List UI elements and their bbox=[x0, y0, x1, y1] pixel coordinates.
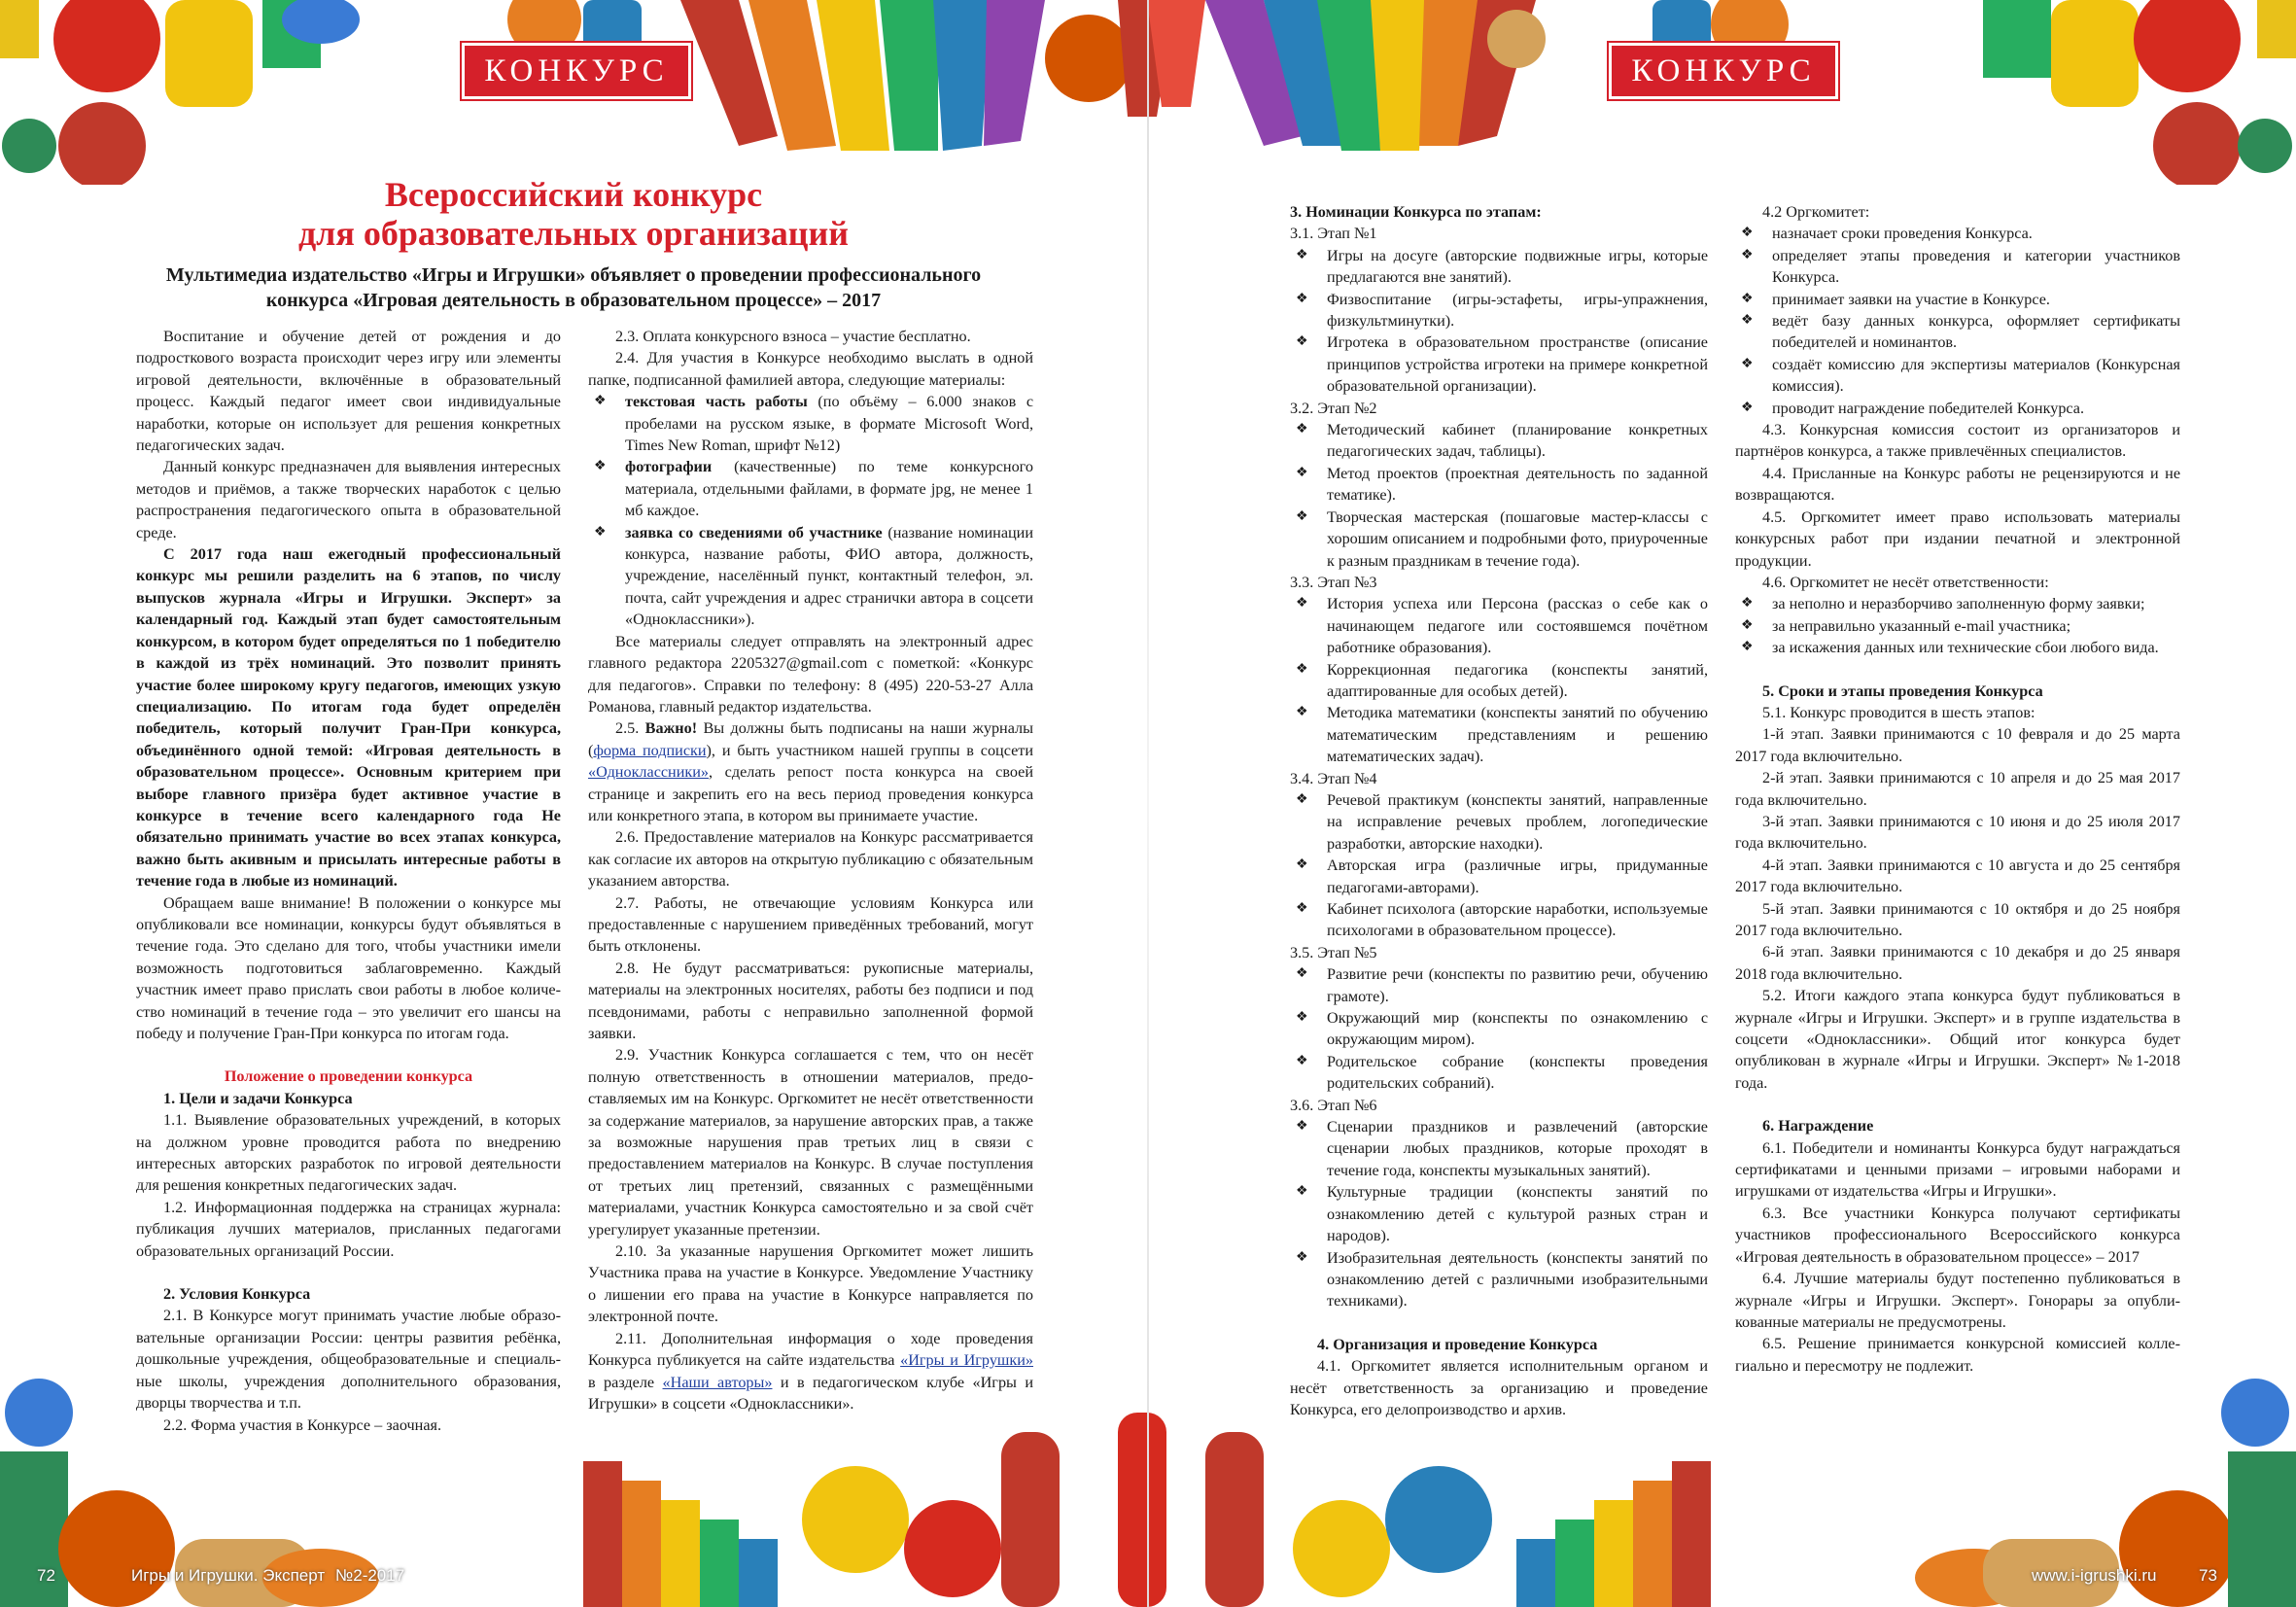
paragraph: 4.4. Присланные на Конкурс работы не рецензируются и не возвращаются. bbox=[1735, 464, 2180, 505]
list-item: ❖ принимает заявки на участие в Конкурсе. bbox=[1735, 289, 2180, 310]
column-1 bbox=[136, 326, 561, 1436]
section-heading: 3. Номинации Конкурса по этапам: bbox=[1290, 203, 1542, 221]
stage-heading: 3.5. Этап №5 bbox=[1290, 943, 1377, 961]
orgcommittee-list bbox=[1735, 223, 2180, 419]
page-number-right: 73 bbox=[2199, 1566, 2217, 1585]
paragraph: 2.7. Работы, не отвечающие условиям Конкурса или предоставленные с нарушением приведённых требований, могут быть отклонены. bbox=[588, 893, 1033, 956]
stage-6-list bbox=[1290, 1116, 1708, 1312]
section-heading: 5. Сроки и этапы проведения Конкурса bbox=[1762, 681, 2043, 700]
paragraph: 6.4. Лучшие материалы будут постепенно публиковаться в журнале «Игры и Игрушки. Эксперт». Гонорары за опубликованные материалы не предусмотрены. bbox=[1735, 1270, 2180, 1331]
section-heading: 6. Награждение bbox=[1762, 1117, 1874, 1135]
list-item: ❖ создаёт комиссию для экспертизы материалов (Конкурсная комиссия). bbox=[1735, 354, 2180, 398]
list-item: ❖ Сценарии праздников и развлечений (авторские сценарии любых праздников, которые проходят в течение года, конспекты музыкальных занятий). bbox=[1290, 1116, 1708, 1181]
list-item: ❖ текстовая часть работы (по объёму – 6.000 знаков с пробелами на русском языке, в формате Microsoft Word, Times New Roman, шрифт №12) bbox=[588, 391, 1033, 456]
paragraph: 2.6. Предоставление материалов на Конкурс рассматривается как согласие их авторов на открытую публикацию с обязательным указанием авторства. bbox=[588, 828, 1033, 891]
column-3 bbox=[1290, 201, 1708, 1420]
list-item: ❖ Авторская игра (различные игры, придуманные педагогами-авторами). bbox=[1290, 855, 1708, 898]
section-label-left: КОНКУРС bbox=[465, 46, 688, 96]
list-item: ❖ Изобразительная деятельность (конспекты занятий по ознакомлению детей с различными изобразительными техниками). bbox=[1290, 1247, 1708, 1312]
section-heading: 4. Организация и проведение Конкурса bbox=[1317, 1335, 1598, 1353]
list-item: ❖ Родительское собрание (конспекты проведения родительских собраний). bbox=[1290, 1051, 1708, 1095]
list-item: ❖ Развитие речи (конспекты по развитию речи, обучению грамоте). bbox=[1290, 963, 1708, 1007]
list-item: ❖ Игротека в образовательном пространстве (описание принципов устройства игротеки на примере конкретной образовательной организации). bbox=[1290, 332, 1708, 397]
footer-website[interactable]: www.i-igrushki.ru bbox=[2032, 1566, 2157, 1585]
stage-heading: 3.1. Этап №1 bbox=[1290, 225, 1377, 243]
paragraph: 4.5. Оргкомитет имеет право использовать материалы конкурсных работ при издании печатной и электронной продукции. bbox=[1735, 507, 2180, 570]
paragraph: 4.6. Оргкомитет не несёт ответственности: bbox=[1762, 573, 2049, 591]
stage-4-list bbox=[1290, 789, 1708, 942]
list-item: ❖ за неправильно указанный e-mail участника; bbox=[1735, 615, 2180, 637]
stage-3-list bbox=[1290, 593, 1708, 767]
intro-bold-paragraph: С 2017 года наш ежегодный профессиональный конкурс мы решили разделить на 6 этапов, по числу выпусков журнала «Игры и Игрушки. Эксперт» за календарный год. Каждый этап будет самостоятельным конкурсом, в котором будет определяться по 1 победителю в каждой из трёх номинаций. Это позволит принять участие более широкому кругу педагогов, имеющих узкую специализацию. По итогам года будет определён победитель, который получит Гран-При конкурса, объединённого одной темой: «Игровая деятельность в образовательном процессе». Основным критерием при выборе главного призёра будет активное участие в конкурсе в течение всего календарного года Не обязательно принимать участие во всех этапах конкурса, важно быть акивным и присылать интересные работы в течение года в любые из номинаций. bbox=[136, 545, 561, 891]
article-title bbox=[224, 175, 923, 253]
paragraph: 2.9. Участник Конкурса соглашается с тем, что он несёт полную ответственность в отношении материалов, предоставляемых им на Конкурс. Оргкомитет не несёт ответственности за содержание материалов, за нарушение авторских прав, а также за возможные нарушения прав третьих лиц в связи с предоставлением материалов на Конкурс. В случае поступления от третьих лиц претензий, связанных с размещёнными материалами, участник Конкурса самостоятельно и за свой счёт урегулирует указанные претензии. bbox=[588, 1046, 1033, 1239]
paragraph: 4.1. Оргкомитет является исполнительным органом и несёт ответственность за организацию и проведение Конкурса, его делопроизводство и архив. bbox=[1290, 1357, 1708, 1418]
list-item: ❖ История успеха или Персона (рассказ о себе как о начинающем педагоге или состоявшемся почётном работнике образования). bbox=[1290, 593, 1708, 658]
column-2 bbox=[588, 326, 1033, 1415]
list-item: ❖ фотографии (качественные) по теме конкурсного материала, отдельными файлами, в формате jpg, не менее 1 мб каждое. bbox=[588, 456, 1033, 521]
footer-issue: №2-2017 bbox=[335, 1566, 405, 1585]
list-item: ❖ Культурные традиции (конспекты занятий по ознакомлению детей с культурой разных стран и народов). bbox=[1290, 1181, 1708, 1246]
section-label-right: КОНКУРС bbox=[1612, 46, 1835, 96]
paragraph: 1.2. Информационная поддержка на страницах журнала: публикация лучших материалов, присланных педагогами образовательных организаций России. bbox=[136, 1198, 561, 1260]
list-item: ❖ Методика математики (конспекты занятий по обучению математическим представлениям и решению математических задач). bbox=[1290, 702, 1708, 767]
article-subtitle: Мультимедиа издательство «Игры и Игрушки» объявляет о проведении профессионального конкурса «Игровая деятельность в образовательном процессе» – 2017 bbox=[165, 264, 982, 311]
paragraph: 2.5. Важно! Вы должны быть подписаны на наши журналы (форма подписки), и быть участником нашей группы в соцсети «Одноклассники», сделать репост поста конкурса на своей странице и закрепить его на весь период проведения конкурса или конкретного этапа, в котором вы принимаете участие. bbox=[588, 719, 1034, 824]
paragraph: 2.2. Форма участия в Конкурсе – заочная. bbox=[163, 1415, 442, 1434]
stage-heading: 3.4. Этап №4 bbox=[1290, 769, 1377, 787]
stage-1-list bbox=[1290, 245, 1708, 398]
paragraph: 6.3. Все участники Конкурса получают сертификаты участников профессионального Всероссийского конкурса «Игровая деятельность в образовательном процессе» – 2017 bbox=[1735, 1204, 2180, 1266]
intro-paragraph: Обращаем ваше внимание! В положении о конкурсе мы опубликовали все номинации, конкурсы будут объявляться в течение года. Это сделано для того, чтобы участники имели возможность подготовиться заблаговременно. Каждый участник имеет право прислать свои работы в любое количество номинаций в течение года – это увеличит его шансы на победу и получение Гран-При конкурса по итогам года. bbox=[136, 893, 561, 1042]
list-item: ❖ Метод проектов (проектная деятельность по заданной тематике). bbox=[1290, 463, 1708, 507]
paragraph: 5.2. Итоги каждого этапа конкурса будут публиковаться в журнале «Игры и Игрушки. Эксперт» и в группе издательства в соцсети «Одноклассники». Общий итог конкурса будет опубликован в журнале «Игры и Игрушки. Эксперт» №1-2018 года. bbox=[1735, 987, 2180, 1092]
liability-list bbox=[1735, 593, 2180, 658]
list-item: ❖ Игры на досуге (авторские подвижные игры, которые предлагаются вне занятий). bbox=[1290, 245, 1708, 289]
list-item: ❖ Творческая мастерская (пошаговые мастер-классы с хорошим описанием и подробными фото, приуроченные к разным праздникам в течение года). bbox=[1290, 507, 1708, 572]
paragraph: 4-й этап. Заявки принимаются с 10 августа и до 25 сентября 2017 года включительно. bbox=[1735, 856, 2180, 896]
paragraph: 1-й этап. Заявки принимаются с 10 февраля и до 25 марта 2017 года включительно. bbox=[1735, 725, 2180, 765]
page-number-left: 72 bbox=[37, 1566, 55, 1585]
odnoklassniki-link[interactable]: «Одноклассники» bbox=[588, 763, 710, 782]
paragraph: 2-й этап. Заявки принимаются с 10 апреля и до 25 мая 2017 года включительно. bbox=[1735, 769, 2180, 809]
list-item: ❖ Кабинет психолога (авторские наработки, используемые психологами в образовательном процессе). bbox=[1290, 898, 1708, 942]
paragraph: 6.1. Победители и номинанты Конкурса будут награждаться сертификатами и ценными призами – игровыми наборами и игрушками от издательства «Игры и Игрушки». bbox=[1735, 1138, 2180, 1201]
paragraph: 4.2 Оргкомитет: bbox=[1762, 203, 1870, 221]
list-item: ❖ проводит награждение победителей Конкурса. bbox=[1735, 398, 2180, 419]
our-authors-link[interactable]: «Наши авторы» bbox=[662, 1373, 773, 1391]
list-item: ❖ Окружающий мир (конспекты по ознакомлению с окружающим миром). bbox=[1290, 1007, 1708, 1051]
paragraph: 1.1. Выявление образовательных учреждений, в которых на должном уровне проводится работа по внедрению интересных авторских разработок по игровой деятельности для решения конкретных педагогических задач. bbox=[136, 1111, 561, 1195]
page-gutter bbox=[1147, 0, 1149, 1607]
intro-paragraph: Воспитание и обучение детей от рождения и до подросткового возраста происходит через игру или элементы игровой деятельности, включённые в образовательный процесс. Каждый педагог имеет свои индивидуальные наработки, которые он использует для решения конкретных педагогических задач. bbox=[136, 328, 561, 455]
intro-paragraph: Данный конкурс предназначен для выявления интересных методов и приёмов, а также творческих наработок с целью распространения педагогического опыта в образовательной среде. bbox=[136, 458, 561, 541]
paragraph: 5.1. Конкурс проводится в шесть этапов: bbox=[1762, 703, 2035, 721]
stage-heading: 3.6. Этап №6 bbox=[1290, 1096, 1377, 1114]
section-heading: 1. Цели и задачи Конкурса bbox=[163, 1089, 353, 1107]
section-heading: 2. Условия Конкурса bbox=[163, 1285, 311, 1304]
materials-list bbox=[588, 391, 1033, 630]
footer-magazine-name: Игры и Игрушки. Эксперт bbox=[131, 1566, 326, 1585]
paragraph: 2.4. Для участия в Конкурсе необходимо выслать в одной папке, подписанной фамилией автора, следующие материалы: bbox=[588, 349, 1033, 389]
paragraph: Все материалы следует отправлять на электронный адрес главного редактора 2205327@gmail.com с пометкой: «Конкурс для педагогов». Справки по телефону: 8 (495) 220-53-27 Алла Романова, главный редактор издательства. bbox=[588, 632, 1033, 716]
paragraph: 5-й этап. Заявки принимаются с 10 октября и до 25 ноября 2017 года включительно. bbox=[1735, 899, 2180, 939]
subscription-form-link[interactable]: форма подписки bbox=[593, 741, 707, 759]
column-4 bbox=[1735, 201, 2180, 1377]
paragraph: 3-й этап. Заявки принимаются с 10 июня и до 25 июля 2017 года включительно. bbox=[1735, 812, 2180, 853]
list-item: ❖ за искажения данных или технические сбои любого вида. bbox=[1735, 637, 2180, 658]
list-item: ❖ назначает сроки проведения Конкурса. bbox=[1735, 223, 2180, 244]
list-item: ❖ Физвоспитание (игры-эстафеты, игры-упражнения, физкультминутки). bbox=[1290, 289, 1708, 332]
publisher-site-link[interactable]: «Игры и Игрушки» bbox=[900, 1351, 1033, 1370]
list-item: ❖ определяет этапы проведения и категории участников Конкурса. bbox=[1735, 245, 2180, 289]
title-line-1: Всероссийский конкурс bbox=[384, 175, 763, 214]
list-item: ❖ Коррекционная педагогика (конспекты занятий, адаптированные для особых детей). bbox=[1290, 659, 1708, 703]
paragraph: 2.1. В Конкурсе могут принимать участие любые образовательные организации России: центры развития ребёнка, дошкольные учреждения, общеобразовательные и специальные школы, учреждения дополнительного образования, дворцы творчества и т.п. bbox=[136, 1307, 561, 1413]
title-line-2: для образовательных организаций bbox=[297, 214, 850, 253]
stage-heading: 3.2. Этап №2 bbox=[1290, 399, 1377, 417]
stage-5-list bbox=[1290, 963, 1708, 1094]
paragraph: 2.3. Оплата конкурсного взноса – участие бесплатно. bbox=[615, 328, 971, 345]
stage-2-list bbox=[1290, 419, 1708, 572]
list-item: ❖ за неполно и неразборчиво заполненную форму заявки; bbox=[1735, 593, 2180, 614]
stage-heading: 3.3. Этап №3 bbox=[1290, 573, 1377, 591]
list-item: ❖ ведёт базу данных конкурса, оформляет сертификаты победителей и номинантов. bbox=[1735, 310, 2180, 354]
list-item: ❖ Методический кабинет (планирование конкретных педагогических задач, таблицы). bbox=[1290, 419, 1708, 463]
regulation-heading: Положение о проведении конкурса bbox=[224, 1067, 473, 1086]
paragraph: 2.10. За указанные нарушения Оргкомитет может лишить Участника права на участие в Конкурсе. Уведомление Участнику о лишении его права на участие в Конкурсе направляется по электронной почте. bbox=[588, 1242, 1033, 1326]
paragraph: 6.5. Решение принимается конкурсной комиссией коллегиально и пересмотру не подлежит. bbox=[1735, 1335, 2180, 1375]
paragraph: 6-й этап. Заявки принимаются с 10 декабря и до 25 января 2018 года включительно. bbox=[1735, 943, 2180, 983]
paragraph: 2.8. Не будут рассматриваться: рукописные материалы, материалы на электронных носителях, работы без подписи и под псевдонимами, работы с неправильно заполненной формой заявки. bbox=[588, 959, 1033, 1042]
list-item: ❖ Речевой практикум (конспекты занятий, направленные на исправление речевых проблем, логопедические разработки, авторские находки). bbox=[1290, 789, 1708, 855]
list-item: ❖ заявка со сведениями об участнике (название номинации конкурса, название работы, ФИО автора, должность, учреждение, населённый пункт, контактный телефон, эл. почта, сайт учреждения и адрес странички автора в соцсети «Одноклассники»). bbox=[588, 522, 1033, 631]
paragraph: 2.11. Дополнительная информация о ходе проведения Конкурса публикуется на сайте издательства «Игры и Игрушки» в разделе «Наши авторы» и в педагогическом клубе «Игры и Игрушки» в соцсети «Одноклассники». bbox=[588, 1329, 1033, 1413]
paragraph: 4.3. Конкурсная комиссия состоит из организаторов и партнёров конкурса, а также привлечённых специалистов. bbox=[1735, 421, 2180, 461]
